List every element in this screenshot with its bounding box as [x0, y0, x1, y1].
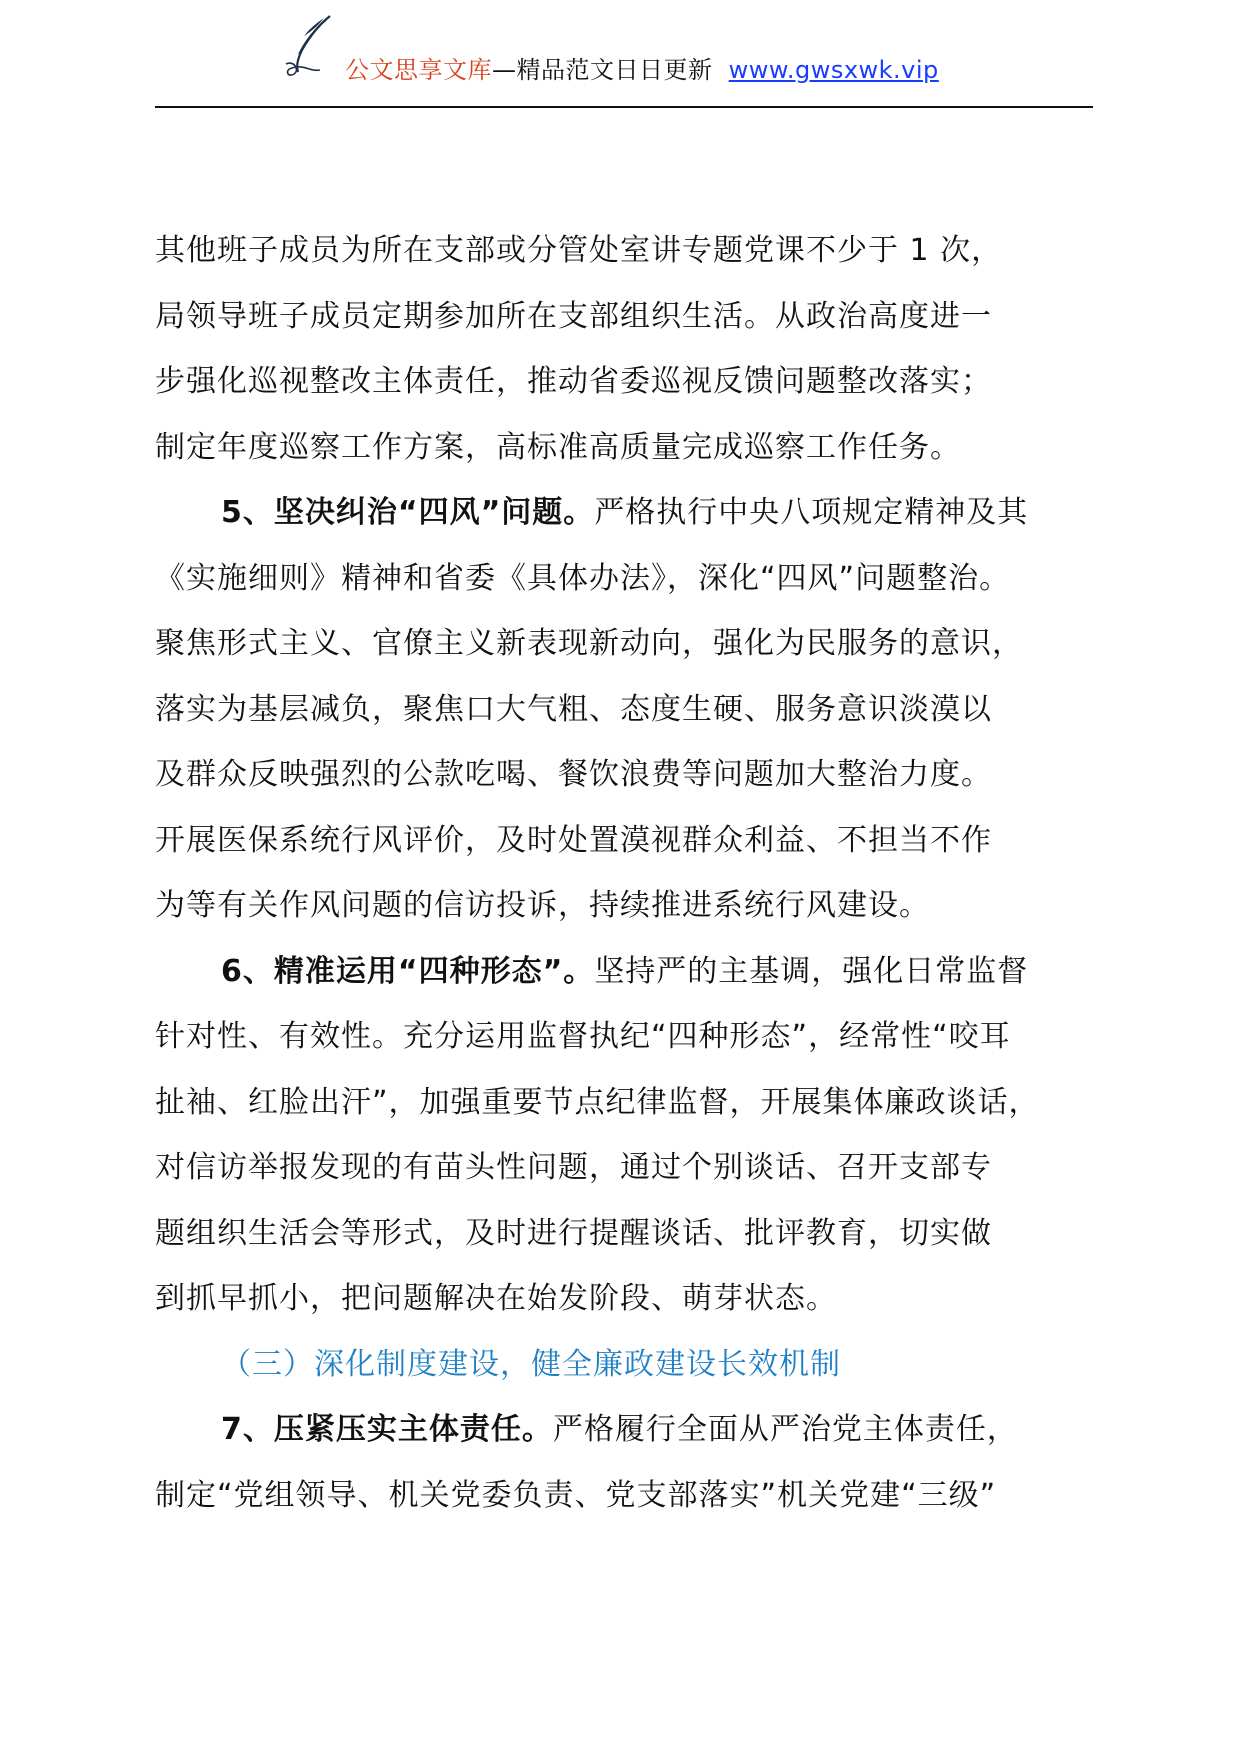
- item-6-title: 6、精准运用“四种形态”。: [221, 953, 595, 989]
- text-line: 聚焦形式主义、官僚主义新表现新动向，强化为民服务的意识，: [155, 626, 1023, 661]
- section-heading: （三）深化制度建设，健全廉政建设长效机制: [221, 1346, 841, 1382]
- item-7-paragraph: [155, 1397, 1115, 1528]
- brand-name: 公文思享文库: [345, 56, 492, 84]
- text-line: 制定年度巡察工作方案，高标准高质量完成巡察工作任务。: [155, 429, 961, 465]
- item-6-paragraph: [155, 939, 1115, 1332]
- text-line: 开展医保系统行风评价，及时处置漠视群众利益、不担当不作: [155, 822, 992, 858]
- text-span: 严格履行全面从严治党主体责任，: [552, 1412, 1018, 1447]
- text-line: 落实为基层减负，聚焦口大气粗、态度生硬、服务意识淡漠以: [155, 691, 992, 727]
- page-header: [0, 0, 1240, 110]
- text-line: 扯袖、红脸出汗”，加强重要节点纪律监督，开展集体廉政谈话，: [155, 1084, 1040, 1120]
- text-line: 及群众反映强烈的公款吃喝、餐饮浪费等问题加大整治力度。: [155, 757, 992, 792]
- text-line: 制定“党组领导、机关党委负责、党支部落实”机关党建“三级”: [155, 1477, 997, 1513]
- text-line: 题组织生活会等形式，及时进行提醒谈话、批评教育，切实做: [155, 1215, 992, 1251]
- text-span: 严格执行中央八项规定精神及其: [594, 495, 1029, 530]
- header-divider: [155, 106, 1093, 108]
- text-line: 针对性、有效性。充分运用监督执纪“四种形态”，经常性“咬耳: [155, 1019, 1011, 1054]
- item-5-title: 5、坚决纠治“四风”问题。: [221, 495, 595, 530]
- text-line: [155, 480, 1115, 546]
- document-body: [155, 218, 1115, 1528]
- paragraph-continued: [155, 218, 1115, 480]
- text-line: 其他班子成员为所在支部或分管处室讲专题党课不少于 1 次，: [155, 233, 1003, 268]
- text-line: 到抓早抓小，把问题解决在始发阶段、萌芽状态。: [155, 1281, 837, 1316]
- header-tagline: —精品范文日日更新: [492, 56, 721, 84]
- text-span: 坚持严的主基调，强化日常监督: [594, 953, 1029, 989]
- text-line: 步强化巡视整改主体责任，推动省委巡视反馈问题整改落实；: [155, 364, 992, 399]
- text-line: 《实施细则》精神和省委《具体办法》，深化“四风”问题整治。: [155, 560, 1011, 596]
- quill-pen-icon: [280, 14, 342, 80]
- text-line: 局领导班子成员定期参加所在支部组织生活。从政治高度进一: [155, 298, 992, 334]
- item-7-title: 7、压紧压实主体责任。: [221, 1412, 553, 1447]
- site-link[interactable]: www.gwsxwk.vip: [728, 56, 939, 84]
- text-line: 对信访举报发现的有苗头性问题，通过个别谈话、召开支部专: [155, 1150, 992, 1185]
- text-line: [155, 1397, 1115, 1463]
- item-5-paragraph: [155, 480, 1115, 939]
- header-banner: [345, 50, 939, 85]
- text-line: [155, 939, 1115, 1005]
- text-line: 为等有关作风问题的信访投诉，持续推进系统行风建设。: [155, 888, 930, 923]
